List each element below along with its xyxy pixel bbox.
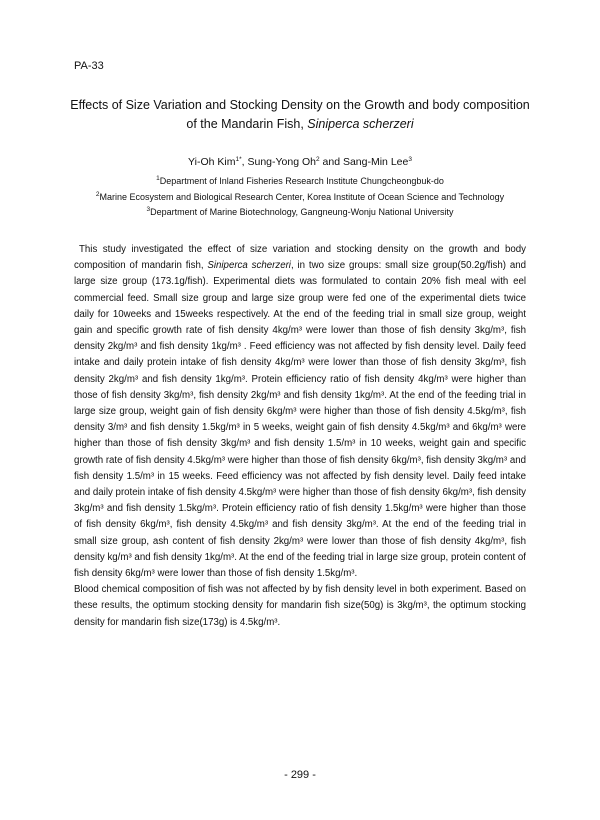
title-line-2-text: of the Mandarin Fish, [186,117,308,131]
affiliation-2-text: Marine Ecosystem and Biological Research Center, Korea Institute of Ocean Science and Technology [99,192,505,202]
affiliation-2-mark: 2 [95,191,100,198]
affiliation-3-text: Department of Marine Biotechnology, Gangneung-Wonju National University [150,207,454,217]
affiliation-2 [0,192,600,202]
author-3: and Sang-Min Lee [319,156,409,168]
abstract-p1-rest: , in two size groups: small size group(50.2g/fish) and large size group (173.1g/fish). Experimental diets was formulated to contain 20% fish meal with eel commercial feed. Small size group and large size group were fed one of the experimental diets twice daily for 10weeks and 15weeks respectively. At the end of the feeding trial in small size group, weight gain and specific growth rate of fish density 4kg/m³ were lower than those of fish density 3kg/m³, fish density 2kg/m³ and fish density 1kg/m³ . Feed efficiency was not affected by fish density level. Daily feed intake and daily protein intake of fish density 4kg/m³ were lower than those of fish density 3kg/m³, fish density 2kg/m³ and fish density 1kg/m³. Protein efficiency ratio of fish density 4kg/m³ were higher than those of fish density 3kg/m³, fish density 2kg/m³ and fish density 1kg/m³. At the end of the feeding trial in large size group, weight gain of fish density 6kg/m³ were higher than those of fish density 4.5kg/m³, fish density 3/m³ and fish density 1.5kg/m³ in 5 weeks, weight gain of fish density 4.5kg/m³ and 6kg/m³ were higher than those of fish density 3kg/m³ and fish density 1.5/m³ in 10 weeks, weight gain and specific growth rate of fish density 4.5kg/m³ were higher than those of fish density 6kg/m³, fish density 3kg/m³ and fish density 1.5/m³ in 15 weeks. Feed efficiency was not affected by fish density level. Daily feed intake and daily protein intake of fish density 4.5kg/m³ were higher than those of fish density 6kg/m³, fish density 3kg/m³ and fish density 1.5kg/m³. Protein efficiency ratio of fish density 1.5kg/m³ were higher than those of fish density 6kg/m³, fish density 4.5kg/m³ and fish density 3kg/m³. At the end of the feeding trial in small size group, ash content of fish density 2kg/m³ were lower than those of fish density 4kg/m³, fish density kg/m³ and fish density 1kg/m³. At the end of the feeding trial in large size group, protein content of fish density 6kg/m³ were lower than those of fish density 1.5kg/m³. [74,260,526,580]
abstract-paragraph-2: Blood chemical composition of fish was not affected by by fish density level in both experiment. Based on these results, the optimum stocking density for mandarin fish size(50g) is 3kg/m³, the optimum stocking density for mandarin fish size(173g) is 4.5kg/m³. [74,584,526,628]
author-1-affiliation-mark: 1* [235,156,242,163]
abstract-p1-start: This study investigated the effect of size variation and stocking density on the growth and body composition of mandarin fish, [74,244,526,272]
abstract-species-name: Siniperca scherzeri [207,260,291,272]
species-name: Siniperca scherzeri [307,117,414,131]
author-3-affiliation-mark: 3 [408,156,412,163]
title-line-2 [60,115,540,134]
affiliation-1-text: Department of Inland Fisheries Research Institute Chungcheongbuk-do [159,176,444,186]
title-line-1: Effects of Size Variation and Stocking Density on the Growth and body composition [70,98,530,112]
abstract-code: PA-33 [74,60,104,72]
author-list [0,156,600,168]
affiliation-1-mark: 1 [156,175,160,182]
author-1: Yi-Oh Kim [188,156,236,168]
affiliation-1 [0,176,600,186]
page-number: - 299 - [284,769,316,781]
author-2: , Sung-Yong Oh [241,156,316,168]
abstract-paragraph-1 [74,242,526,582]
affiliation-3 [0,207,600,217]
author-2-affiliation-mark: 2 [315,156,320,163]
abstract-body [74,242,526,631]
affiliation-3-mark: 3 [146,206,151,213]
paper-title [60,96,540,134]
